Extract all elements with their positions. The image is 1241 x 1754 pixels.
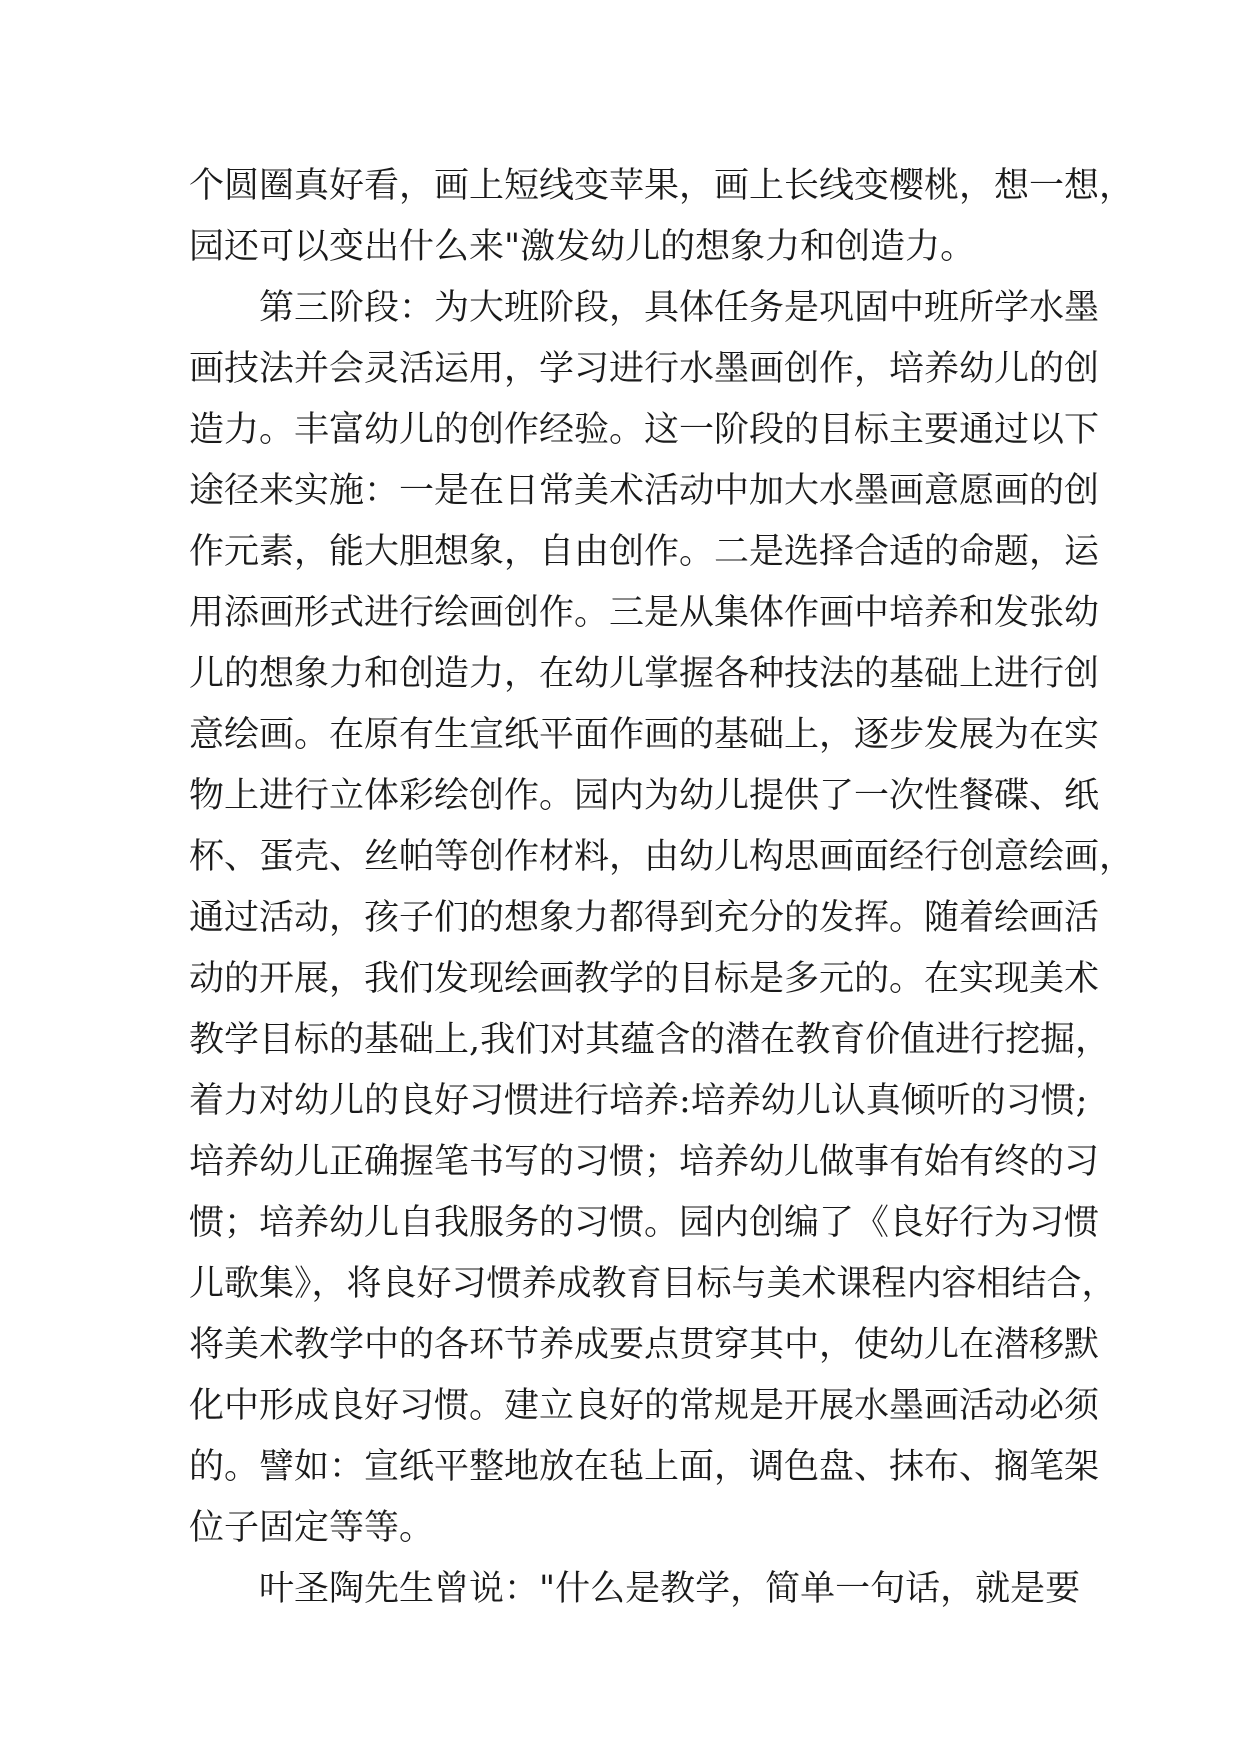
- text-line: 造力。丰富幼儿的创作经验。这一阶段的目标主要通过以下: [189, 410, 1100, 450]
- text-line: 化中形成良好习惯。建立良好的常规是开展水墨画活动必须: [189, 1386, 1100, 1426]
- text-line: 将美术教学中的各环节养成要点贯穿其中，使幼儿在潜移默: [189, 1325, 1100, 1365]
- text-line: 儿的想象力和创造力，在幼儿掌握各种技法的基础上进行创: [189, 654, 1100, 694]
- text-line: 杯、蛋壳、丝帕等创作材料，由幼儿构思画面经行创意绘画，: [189, 837, 1135, 877]
- text-line: 位子固定等等。: [189, 1508, 435, 1548]
- document-body: [189, 156, 1135, 1620]
- text-line: 用添画形式进行绘画创作。三是从集体作画中培养和发张幼: [189, 593, 1100, 633]
- text-line: 惯；培养幼儿自我服务的习惯。园内创编了《良好行为习惯: [189, 1203, 1100, 1243]
- text-line: 个圆圈真好看，画上短线变苹果，画上长线变樱桃，想一想，: [189, 166, 1135, 206]
- paragraph-start-line: 叶圣陶先生曾说："什么是教学，简单一句话，就是要: [189, 1569, 1081, 1609]
- text-line: 园还可以变出什么来"激发幼儿的想象力和创造力。: [189, 227, 976, 267]
- text-line: 作元素，能大胆想象，自由创作。二是选择合适的命题，运: [189, 532, 1100, 572]
- text-line: 物上进行立体彩绘创作。园内为幼儿提供了一次性餐碟、纸: [189, 776, 1100, 816]
- text-line: 途径来实施：一是在日常美术活动中加大水墨画意愿画的创: [189, 471, 1100, 511]
- text-line: 通过活动，孩子们的想象力都得到充分的发挥。随着绘画活: [189, 898, 1100, 938]
- text-line: 的。譬如：宣纸平整地放在毡上面，调色盘、抹布、搁笔架: [189, 1447, 1100, 1487]
- paragraph-start-line: 第三阶段：为大班阶段，具体任务是巩固中班所学水墨: [189, 288, 1100, 328]
- text-line: 动的开展，我们发现绘画教学的目标是多元的。在实现美术: [189, 959, 1100, 999]
- text-line: 着力对幼儿的良好习惯进行培养:培养幼儿认真倾听的习惯;: [189, 1081, 1088, 1121]
- text-line: 画技法并会灵活运用，学习进行水墨画创作，培养幼儿的创: [189, 349, 1100, 389]
- text-line: 培养幼儿正确握笔书写的习惯；培养幼儿做事有始有终的习: [189, 1142, 1100, 1182]
- text-line: 教学目标的基础上,我们对其蕴含的潜在教育价值进行挖掘，: [189, 1020, 1111, 1060]
- text-line: 意绘画。在原有生宣纸平面作画的基础上，逐步发展为在实: [189, 715, 1100, 755]
- text-line: 儿歌集》，将良好习惯养成教育目标与美术课程内容相结合，: [189, 1264, 1117, 1304]
